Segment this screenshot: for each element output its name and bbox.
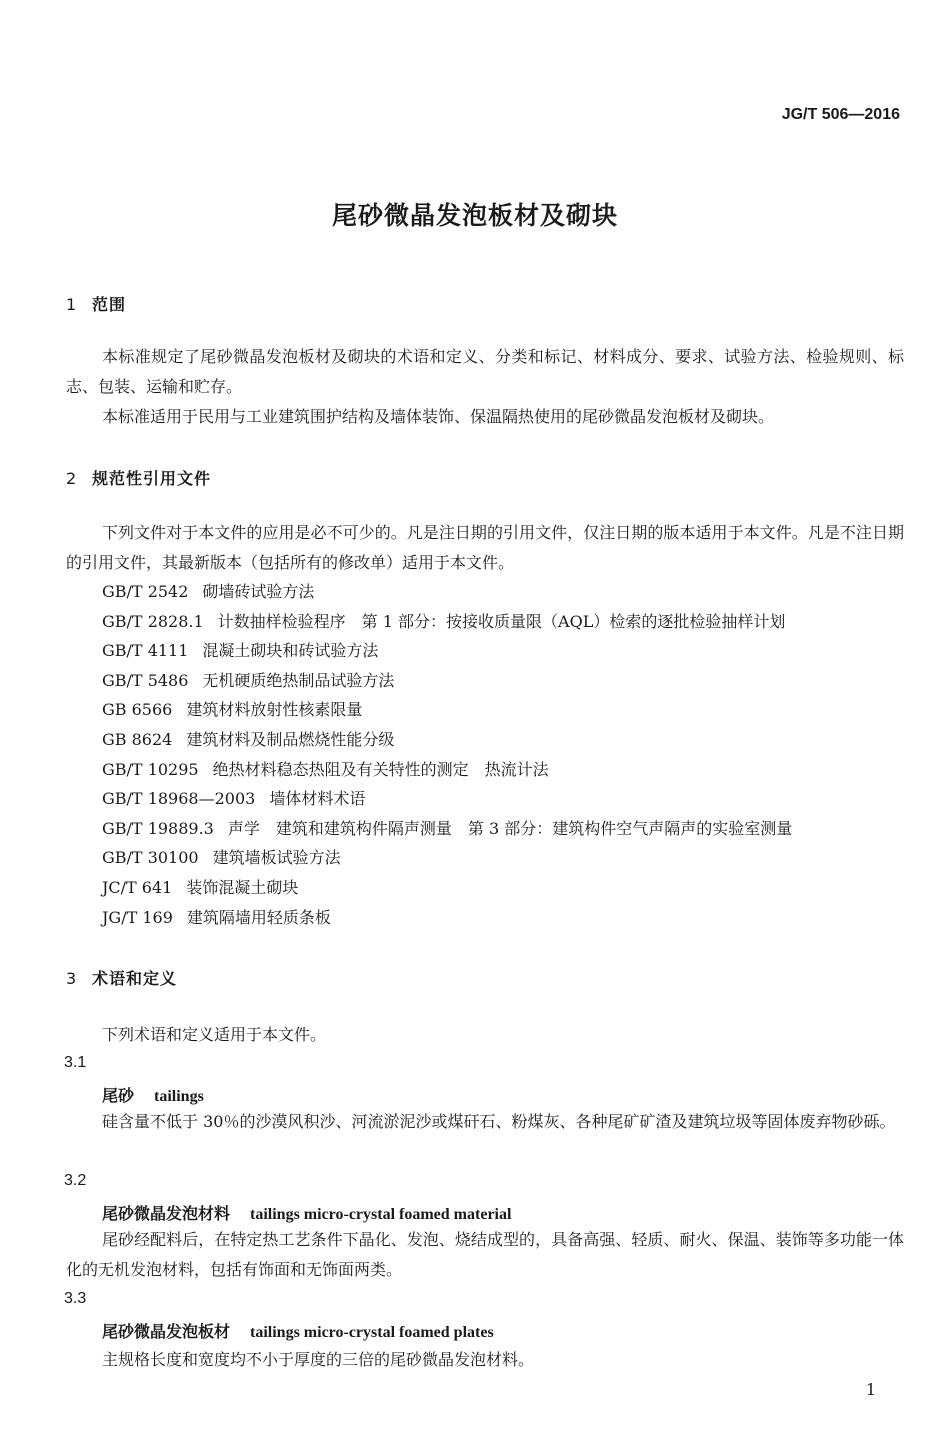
reference-code: GB/T 2828.1 [102, 611, 204, 631]
paragraph: 硅含量不低于 30％的沙漠风积沙、河流淤泥沙或煤矸石、粉煤灰、各种尾矿矿渣及建筑垃圾等固体废弃物砂砾。 [102, 1112, 896, 1131]
reference-title: 砌墙砖试验方法 [202, 582, 315, 601]
term-definition [66, 1225, 904, 1285]
section-2-intro [66, 518, 904, 578]
section-1-body [66, 342, 904, 432]
reference-title: 建筑隔墙用轻质条板 [186, 907, 331, 927]
section-2-heading [66, 466, 211, 489]
reference-title: 装饰混凝土砌块 [186, 877, 299, 897]
reference-title: 声学 建筑和建筑构件隔声测量 第 3 部分：建筑构件空气声隔声的实验室测量 [227, 818, 793, 838]
reference-code: GB/T 10295 [102, 759, 199, 779]
reference-code: JG/T 169 [102, 907, 173, 927]
clause-number: 3.2 [64, 1172, 87, 1189]
paragraph: 下列文件对于本文件的应用是必不可少的。凡是注日期的引用文件，仅注日期的版本适用于本文件。凡是不注日期的引用文件，其最新版本（包括所有的修改单）适用于本文件。 [66, 523, 904, 572]
reference-item [102, 873, 792, 903]
reference-item [102, 814, 792, 844]
reference-title: 墙体材料术语 [269, 789, 366, 809]
term-en: tailings micro-crystal foamed material [250, 1206, 512, 1223]
paragraph: 主规格长度和宽度均不小于厚度的三倍的尾砂微晶发泡材料。 [102, 1350, 535, 1369]
reference-item [102, 666, 792, 696]
section-3-intro [66, 1020, 904, 1050]
clause-number: 3.1 [64, 1054, 87, 1071]
reference-item [102, 577, 792, 607]
reference-item [102, 607, 792, 637]
reference-title: 无机硬质绝热制品试验方法 [202, 670, 395, 690]
reference-item [102, 843, 792, 873]
term-definition [66, 1345, 904, 1375]
term-heading [102, 1319, 494, 1342]
reference-title: 混凝土砌块和砖试验方法 [202, 641, 379, 661]
section-title: 规范性引用文件 [92, 469, 212, 488]
section-1-heading [66, 292, 126, 315]
term-zh: 尾砂 [102, 1086, 135, 1105]
paragraph: 下列术语和定义适用于本文件。 [102, 1025, 327, 1044]
term-zh: 尾砂微晶发泡板材 [102, 1322, 231, 1341]
section-title: 术语和定义 [92, 969, 178, 988]
page-number: 1 [865, 1380, 876, 1399]
section-number: 2 [66, 469, 78, 488]
term-en: tailings micro-crystal foamed plates [250, 1324, 494, 1341]
term-heading [102, 1201, 511, 1224]
section-3-heading [66, 966, 177, 989]
reference-code: GB/T 18968—2003 [102, 789, 256, 809]
reference-title: 绝热材料稳态热阻及有关特性的测定 热流计法 [212, 759, 549, 779]
reference-title: 建筑材料及制品燃烧性能分级 [186, 729, 395, 749]
reference-title: 建筑材料放射性核素限量 [186, 700, 363, 720]
reference-list [102, 577, 792, 932]
section-title: 范围 [92, 295, 127, 314]
reference-item [102, 695, 792, 725]
term-heading [102, 1083, 204, 1106]
paragraph: 尾砂经配料后，在特定热工艺条件下晶化、发泡、烧结成型的，具备高强、轻质、耐火、保温、装饰等多功能一体化的无机发泡材料，包括有饰面和无饰面两类。 [66, 1230, 904, 1279]
section-number: 3 [66, 969, 78, 988]
reference-code: GB 8624 [102, 729, 173, 749]
paragraph: 本标准规定了尾砂微晶发泡板材及砌块的术语和定义、分类和标记、材料成分、要求、试验方法、检验规则、标志、包装、运输和贮存。 [66, 347, 904, 396]
reference-item [102, 725, 792, 755]
term-zh: 尾砂微晶发泡材料 [102, 1204, 231, 1223]
reference-code: GB/T 19889.3 [102, 818, 214, 838]
reference-item [102, 636, 792, 666]
document-title: 尾砂微晶发泡板材及砌块 [331, 201, 618, 230]
reference-code: GB/T 2542 [102, 582, 189, 601]
reference-title: 计数抽样检验程序 第 1 部分：按接收质量限（AQL）检索的逐批检验抽样计划 [217, 611, 786, 631]
reference-code: GB/T 30100 [102, 848, 199, 868]
reference-code: GB 6566 [102, 700, 173, 720]
reference-title: 建筑墙板试验方法 [212, 848, 341, 868]
section-number: 1 [66, 295, 78, 314]
reference-code: JC/T 641 [102, 877, 173, 897]
term-definition [66, 1107, 904, 1137]
clause-number: 3.3 [64, 1290, 87, 1307]
reference-item [102, 784, 792, 814]
reference-code: GB/T 4111 [102, 641, 189, 661]
reference-item [102, 755, 792, 785]
standard-code: JG/T 506—2016 [781, 106, 900, 123]
paragraph: 本标准适用于民用与工业建筑围护结构及墙体装饰、保温隔热使用的尾砂微晶发泡板材及砌块。 [102, 407, 775, 426]
term-en: tailings [154, 1088, 204, 1105]
reference-item [102, 903, 792, 933]
reference-code: GB/T 5486 [102, 670, 189, 690]
